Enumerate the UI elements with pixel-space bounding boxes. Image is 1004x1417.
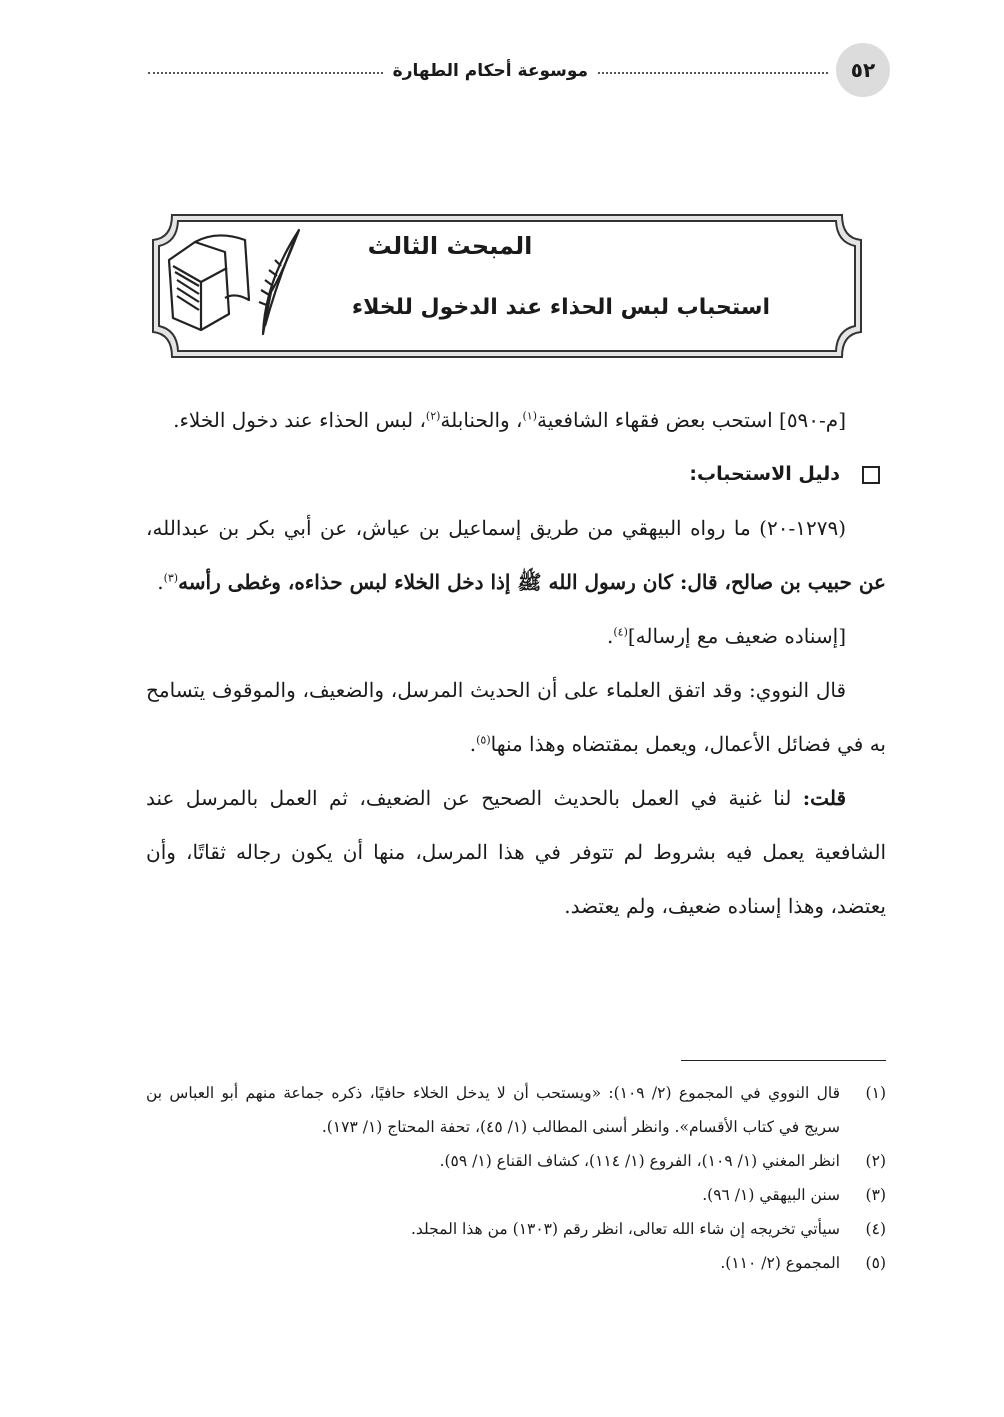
p1-text: [م-٥٩٠] استحب بعض فقهاء الشافعية — [537, 408, 846, 432]
footnote — [146, 1246, 886, 1280]
footnote-number: (٤) — [865, 1220, 886, 1238]
body-text — [146, 393, 886, 933]
footnote-number: (٥) — [865, 1254, 886, 1272]
footnote — [146, 1212, 886, 1246]
header-dots-left — [148, 72, 383, 74]
p1-mid: ، والحنابلة — [440, 408, 523, 432]
p3-end: . — [607, 624, 614, 648]
footnote — [146, 1144, 886, 1178]
header-dots-right — [598, 72, 828, 74]
footnote-number: (١) — [865, 1084, 886, 1102]
paragraph-3 — [146, 609, 886, 663]
chapter-subtitle: استحباب لبس الحذاء عند الدخول للخلاء — [351, 295, 770, 320]
footnote-separator — [681, 1060, 886, 1061]
running-title: موسوعة أحكام الطهارة — [392, 61, 588, 81]
p1-end: ، لبس الحذاء عند دخول الخلاء. — [173, 408, 426, 432]
footnote-text: انظر المغني (١/ ١٠٩)، الفروع (١/ ١١٤)، كشاف القناع (١/ ٥٩). — [439, 1152, 840, 1170]
footnote-ref-5: (٥) — [476, 733, 491, 747]
paragraph-5 — [146, 771, 886, 933]
p5-label: قلت: — [802, 786, 846, 810]
p5-text: لنا غنية في العمل بالحديث الصحيح عن الضعيف، ثم العمل بالمرسل عند الشافعية يعمل فيه بشروط لم تتوفر في هذا المرسل، منها أن يكون رجاله ثقاتًا، وأن يعتضد، وهذا إسناده ضعيف، ولم يعتضد. — [146, 786, 886, 918]
paragraph-2 — [146, 501, 886, 609]
footnote-ref-1: (١) — [522, 409, 538, 423]
checkbox-icon — [862, 466, 880, 484]
running-header — [148, 56, 828, 86]
footnote-ref-2: (٢) — [425, 409, 441, 423]
p4-end: . — [469, 732, 477, 756]
hadith-text: عن حبيب بن صالح، قال: كان رسول الله ﷺ إذا دخل الخلاء لبس حذاءه، وغطى رأسه — [178, 570, 886, 594]
heading-text: دليل الاستحباب: — [689, 463, 840, 485]
p4-text: قال النووي: وقد اتفق العلماء على أن الحديث المرسل، والضعيف، والموقوف يتسامح به في فضائل الأعمال، ويعمل بمقتضاه وهذا منها — [146, 678, 886, 756]
footnote-number: (٣) — [865, 1186, 886, 1204]
footnotes — [146, 1076, 886, 1280]
paragraph-4 — [146, 663, 886, 771]
footnote-ref-4: (٤) — [613, 625, 628, 639]
p2-text: (١٢٧٩-٢٠) ما رواه البيهقي من طريق إسماعيل بن عياش، عن أبي بكر بن عبدالله، — [146, 516, 846, 540]
footnote — [146, 1178, 886, 1212]
chapter-title: المبحث الثالث — [367, 232, 533, 260]
p2-end: . — [157, 570, 164, 594]
footnote-number: (٢) — [865, 1152, 886, 1170]
footnote-text: سيأتي تخريجه إن شاء الله تعالى، انظر رقم (١٣٠٣) من هذا المجلد. — [410, 1220, 840, 1238]
footnote-text: المجموع (٢/ ١١٠). — [720, 1254, 840, 1272]
section-heading — [146, 447, 886, 501]
footnote-ref-3: (٣) — [163, 571, 179, 585]
paragraph-1 — [146, 393, 886, 447]
footnote-text: قال النووي في المجموع (٢/ ١٠٩): «ويستحب أن لا يدخل الخلاء حافيًا، ذكره جماعة منهم أبو العباس بن سريج في كتاب الأقسام». وانظر أسنى المطالب (١/ ٤٥)، تحفة المحتاج (١/ ١٧٣). — [146, 1084, 840, 1136]
p3-text: [إسناده ضعيف مع إرساله] — [627, 624, 846, 648]
page-number: ٥٢ — [836, 43, 890, 97]
footnote-text: سنن البيهقي (١/ ٩٦). — [702, 1186, 840, 1204]
footnote — [146, 1076, 886, 1144]
